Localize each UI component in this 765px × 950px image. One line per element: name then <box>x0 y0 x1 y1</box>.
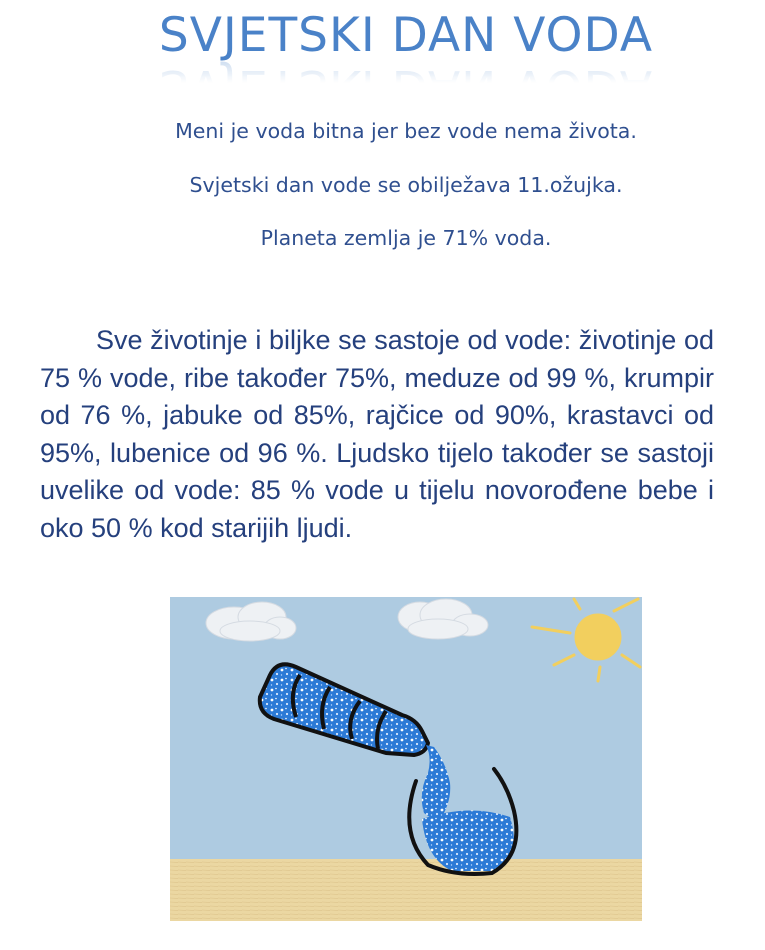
water-drawing-illustration <box>170 597 642 921</box>
sand-ground <box>170 859 642 921</box>
intro-line-3: Planeta zemlja je 71% voda. <box>260 226 552 250</box>
page-title: SVJETSKI DAN VODA <box>158 8 654 63</box>
intro-line-1: Meni je voda bitna jer bez vode nema života. <box>175 119 637 143</box>
body-paragraph: Sve životinje i biljke se sastoje od vode: životinje od 75 % vode, ribe također 75%, meduze od 99 %, krumpir od 76 %, jabuke od 85%, rajčice od 90%, krastavci od 95%, lubenice od 96 %. Ljudsko tijelo također se sastoji uvelike od vode: 85 % vode u tijelu novorođene bebe i oko 50 % kod starijih ljudi. <box>40 325 714 543</box>
intro-line-2: Svjetski dan vode se obilježava 11.ožujka. <box>189 173 623 197</box>
